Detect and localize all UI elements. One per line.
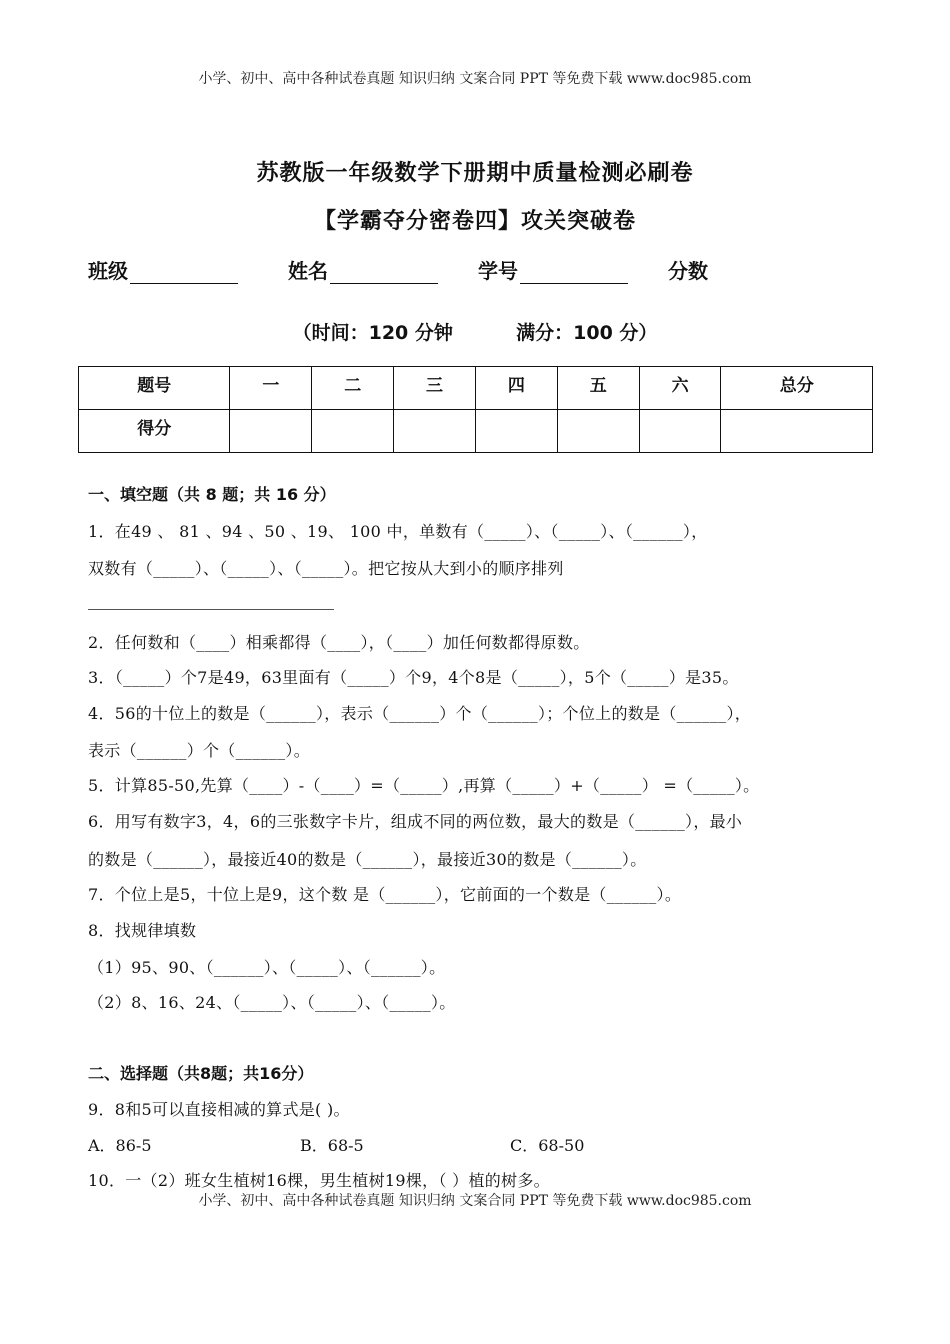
student-id-field[interactable] [478, 255, 628, 284]
score-table-header-row [79, 367, 873, 410]
score-cell[interactable] [312, 410, 394, 453]
name-field[interactable] [288, 255, 438, 284]
score-field [668, 255, 708, 284]
score-cell[interactable] [557, 410, 639, 453]
question-4-line-2: 表示（______）个（______）。 [88, 741, 310, 760]
question-8-part-1: （1）95、90、（______）、（_____）、（______）。 [88, 958, 446, 977]
score-label: 分数 [668, 259, 708, 283]
page-header: 小学、初中、高中各种试卷真题 知识归纳 文案合同 PPT 等免费下载 www.doc985.com [198, 71, 752, 87]
score-table-header: 一 [230, 367, 312, 410]
score-cell[interactable] [394, 410, 476, 453]
question-3: 3．（_____）个7是49，63里面有（_____）个9，4个8是（_____），5个（_____）是35。 [88, 668, 739, 687]
page-footer: 小学、初中、高中各种试卷真题 知识归纳 文案合同 PPT 等免费下载 www.doc985.com [198, 1193, 752, 1209]
section-choice-title: 二、选择题（共8题；共16分） [88, 1064, 314, 1083]
score-table-header: 六 [639, 367, 721, 410]
question-7: 7．个位上是5，十位上是9，这个数 是（______），它前面的一个数是（______）。 [88, 885, 682, 904]
full-marks: 满分：100 分） [516, 322, 658, 344]
time-limit: （时间：120 分钟 [292, 322, 453, 344]
question-1-line-1: 1．在49 、 81 、94 、50 、19、 100 中，单数有（_____）、（_____）、（______）， [88, 522, 708, 541]
score-table-score-row [79, 410, 873, 453]
name-label: 姓名 [288, 259, 328, 283]
time-info [0, 318, 950, 345]
question-9-option-c[interactable]: C．68-50 [510, 1136, 585, 1155]
question-4-line-1: 4．56的十位上的数是（______），表示（______）个（______）；个位上的数是（______）， [88, 704, 752, 723]
class-blank[interactable] [130, 261, 238, 284]
score-table-header: 二 [312, 367, 394, 410]
question-6-line-2: 的数是（______），最接近40的数是（______），最接近30的数是（______）。 [88, 850, 647, 869]
score-table-header: 总分 [721, 367, 873, 410]
score-table-header: 三 [394, 367, 476, 410]
score-table-header: 四 [475, 367, 557, 410]
name-blank[interactable] [330, 261, 438, 284]
score-table [78, 366, 873, 453]
score-cell[interactable] [721, 410, 873, 453]
question-8: 8．找规律填数 [88, 921, 197, 940]
exam-subtitle: 【学霸夺分密卷四】攻关突破卷 [313, 209, 636, 234]
student-id-label: 学号 [478, 259, 518, 283]
question-9: 9．8和5可以直接相减的算式是( )。 [88, 1100, 350, 1119]
score-cell[interactable] [475, 410, 557, 453]
score-table-header: 五 [557, 367, 639, 410]
question-9-option-b[interactable]: B．68-5 [300, 1136, 364, 1155]
question-5: 5．计算85-50,先算（____）-（____）=（_____）,再算（_____）+（_____） =（_____）。 [88, 776, 760, 795]
answer-line[interactable] [88, 609, 334, 610]
section-fill-blank-title: 一、填空题（共 8 题；共 16 分） [88, 485, 336, 504]
exam-title: 苏教版一年级数学下册期中质量检测必刷卷 [256, 161, 694, 186]
score-row-label: 得分 [79, 410, 230, 453]
question-6-line-1: 6．用写有数字3，4，6的三张数字卡片，组成不同的两位数，最大的数是（______），最小 [88, 812, 743, 831]
score-cell[interactable] [230, 410, 312, 453]
question-2: 2．任何数和（____）相乘都得（____），（____）加任何数都得原数。 [88, 633, 590, 652]
question-8-part-2: （2）8、16、24、（_____）、（_____）、（_____）。 [88, 993, 456, 1012]
class-field[interactable] [88, 255, 238, 284]
question-9-option-a[interactable]: A．86-5 [88, 1136, 152, 1155]
student-info-row [88, 255, 888, 285]
score-table-header: 题号 [79, 367, 230, 410]
question-10: 10．一（2）班女生植树16棵，男生植树19棵，（ ）植的树多。 [88, 1171, 550, 1190]
class-label: 班级 [88, 259, 128, 283]
score-cell[interactable] [639, 410, 721, 453]
student-id-blank[interactable] [520, 261, 628, 284]
question-1-line-2: 双数有（_____）、（_____）、（_____）。把它按从大到小的顺序排列 [88, 559, 564, 578]
